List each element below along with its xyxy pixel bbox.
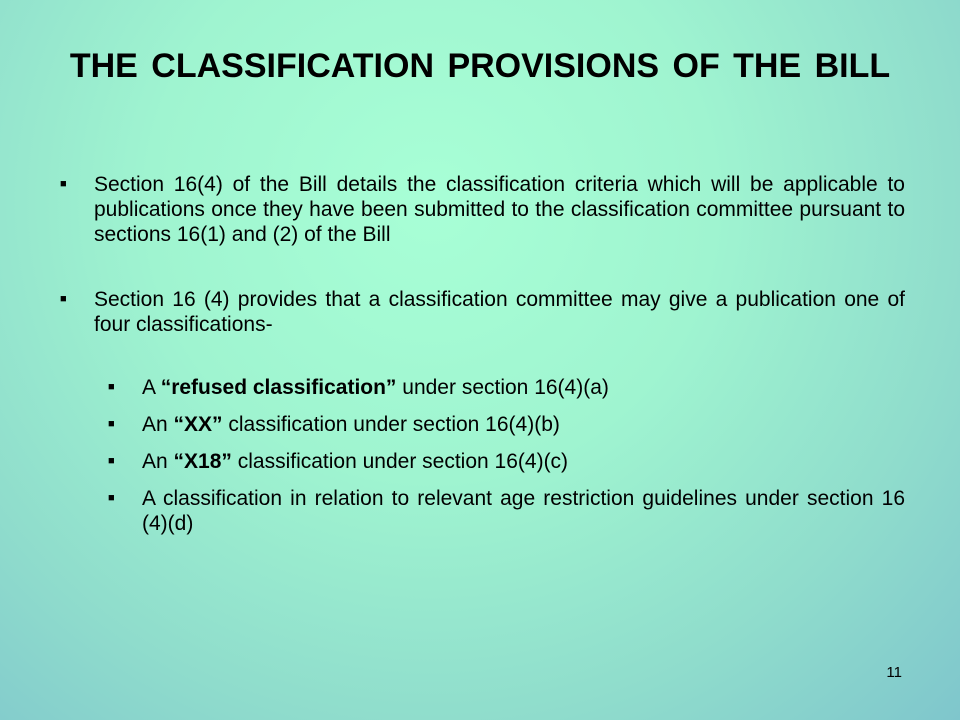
square-bullet-icon: ■ — [60, 178, 67, 190]
page-number: 11 — [886, 664, 902, 681]
square-bullet-icon: ■ — [108, 418, 115, 430]
sub-bullet-text: An “XX” classification under section 16(4)(b) — [142, 413, 560, 436]
bullet-item — [60, 287, 905, 337]
slide-content — [60, 172, 905, 548]
sub-bullet-text: A “refused classification” under section 16(4)(a) — [142, 376, 609, 399]
square-bullet-icon: ■ — [108, 381, 115, 393]
sub-bullet-item — [108, 412, 905, 437]
square-bullet-icon: ■ — [108, 455, 115, 467]
sub-bullet-list — [60, 375, 905, 536]
bullet-item — [60, 172, 905, 247]
sub-bullet-item — [108, 486, 905, 536]
bullet-text: Section 16(4) of the Bill details the classification criteria which will be applicable to publications once they have been submitted to the classification committee pursuant to sections 16(1) and (2) of the Bill — [94, 173, 905, 246]
slide-title: THE CLASSIFICATION PROVISIONS OF THE BILL — [69, 47, 891, 85]
sub-bullet-item — [108, 449, 905, 474]
square-bullet-icon: ■ — [60, 293, 67, 305]
square-bullet-icon: ■ — [108, 492, 115, 504]
bullet-text: Section 16 (4) provides that a classification committee may give a publication one of four classifications- — [94, 288, 905, 336]
sub-bullet-text: A classification in relation to relevant age restriction guidelines under section 16 (4)(d) — [142, 487, 905, 535]
sub-bullet-item — [108, 375, 905, 400]
sub-bullet-text: An “X18” classification under section 16(4)(c) — [142, 450, 569, 473]
